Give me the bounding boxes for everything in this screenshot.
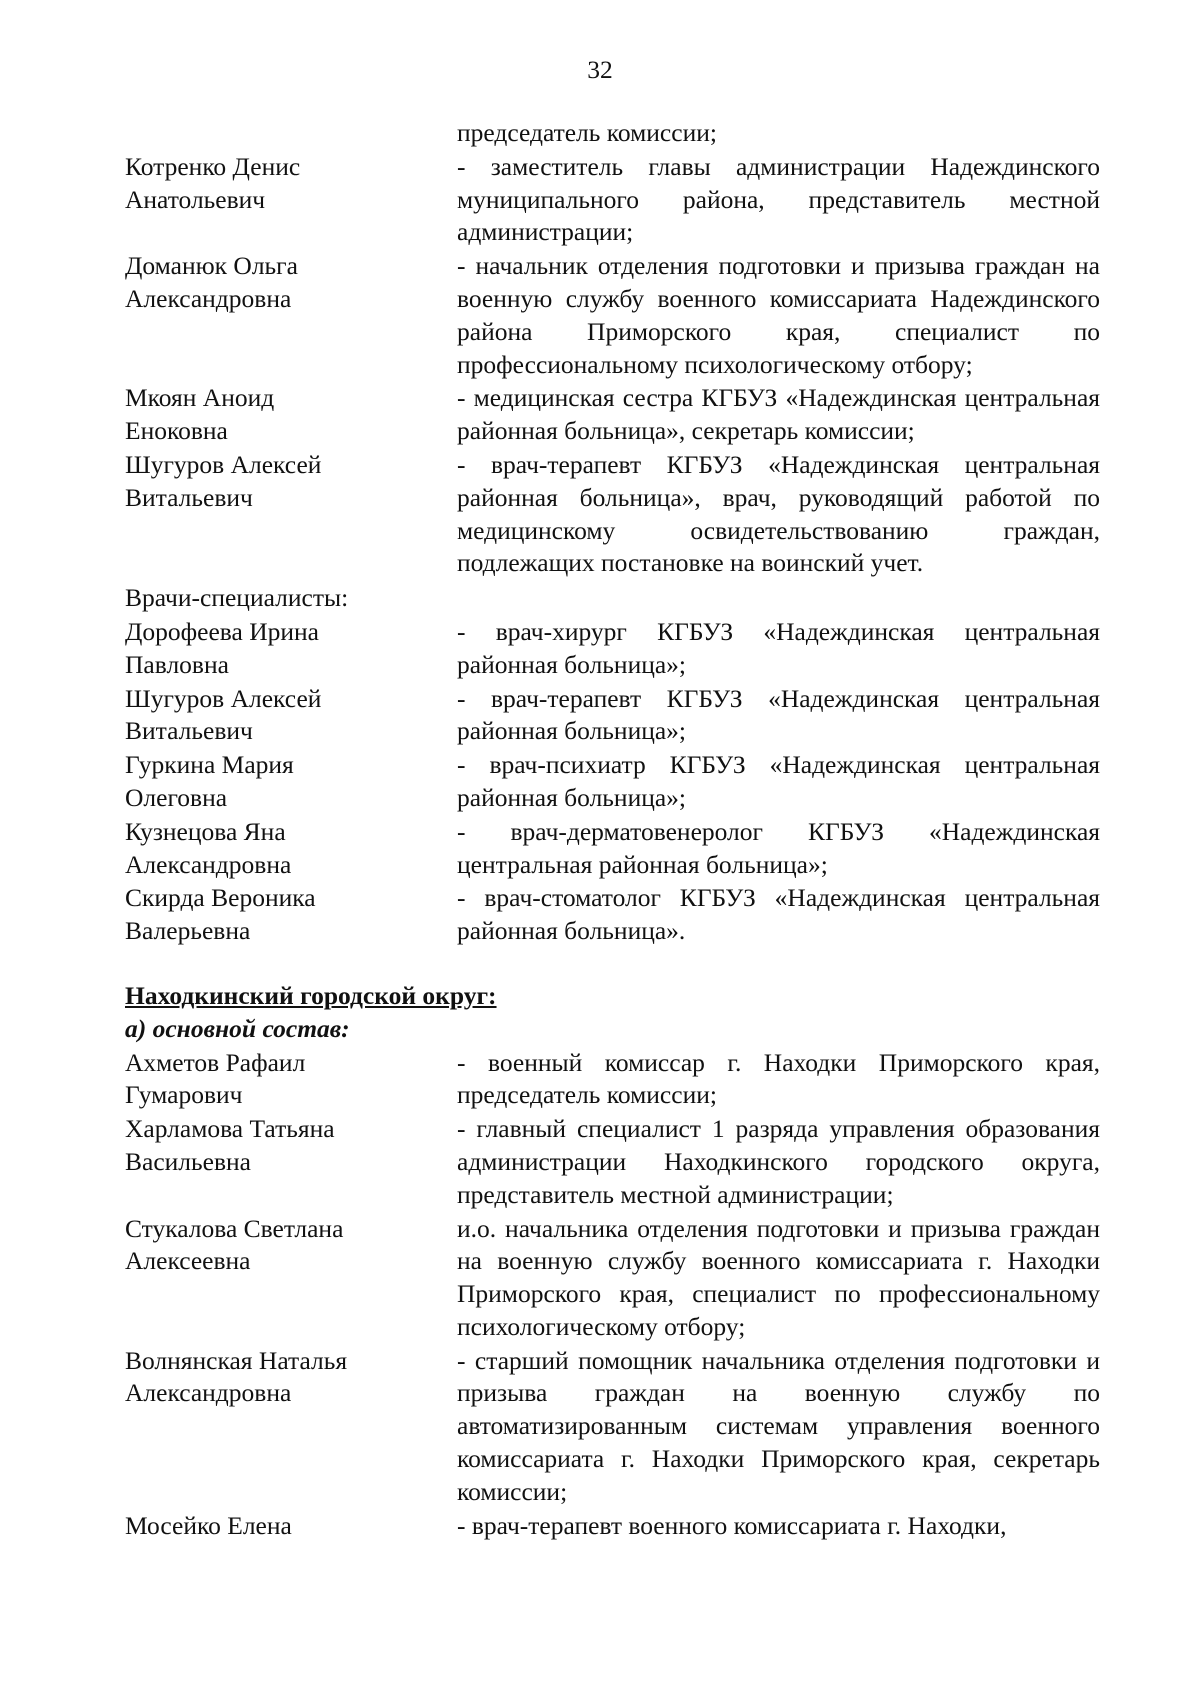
member-surname-first: Мкоян Аноид [125,383,275,413]
members-list-part1 [125,151,1100,580]
specialist-patronymic: Валерьевна [125,916,251,946]
specialist-surname-first: Кузнецова Яна [125,816,286,846]
member-name [125,1213,457,1279]
specialist-patronymic: Александровна [125,849,292,879]
specialist-surname-first: Гуркина Мария [125,750,294,780]
member-role: - врач-терапевт военного комиссариата г. Находки, [457,1510,1007,1540]
specialist-row [125,816,1100,882]
member-patronymic: Анатольевич [125,184,266,214]
member-role: - заместитель главы администрации Надеждинского муниципального района, представитель местной администрации; [457,151,1100,247]
member-role: - медицинская сестра КГБУЗ «Надеждинская центральная районная больница», секретарь комиссии; [457,383,1100,446]
member-name [125,449,457,515]
member-surname-first: Харламова Татьяна [125,1114,335,1144]
member-role: - главный специалист 1 разряда управления образования администрации Находкинского городского округа, представитель местной администрации; [457,1114,1100,1209]
member-row [125,382,1100,448]
specialist-row [125,749,1100,815]
specialist-surname-first: Дорофеева Ирина [125,616,319,646]
specialist-name [125,683,457,749]
specialist-role: - врач-дерматовенеролог КГБУЗ «Надеждинская центральная районная больница»; [457,816,1100,879]
member-row [125,1113,1100,1211]
lead-text: председатель комиссии; [457,118,717,147]
page-number: 32 [587,55,613,84]
specialist-name [125,616,457,682]
specialist-role: - врач-психиатр КГБУЗ «Надеждинская центральная районная больница»; [457,750,1100,812]
member-surname-first: Шугуров Алексей [125,449,322,479]
member-name [125,1510,457,1543]
specialist-surname-first: Шугуров Алексей [125,683,322,713]
specialist-role: - врач-терапевт КГБУЗ «Надеждинская центральная районная больница»; [457,683,1100,746]
member-role: - военный комиссар г. Находки Приморского края, председатель комиссии; [457,1047,1100,1110]
member-row [125,1047,1100,1113]
subsection-title: а) основной состав: [125,1013,350,1043]
specialists-list [125,616,1100,948]
member-name [125,1113,457,1179]
member-patronymic: Васильевна [125,1146,251,1176]
member-patronymic: Гумарович [125,1080,243,1110]
member-patronymic: Витальевич [125,482,253,512]
member-patronymic: Александровна [125,1378,292,1408]
member-surname-first: Ахметов Рафаил [125,1047,306,1077]
member-name [125,1047,457,1113]
member-surname-first: Стукалова Светлана [125,1213,344,1243]
member-row [125,151,1100,249]
section-title: Находкинский городской округ: [125,980,497,1010]
member-row [125,1213,1100,1344]
member-patronymic: Еноковна [125,416,228,446]
member-role: - начальник отделения подготовки и призыва граждан на военную службу военного комиссариата Надеждинского района Приморского края, специалист по профессиональному психологическому отбору; [457,251,1100,379]
specialist-row [125,882,1100,948]
member-role: и.о. начальника отделения подготовки и призыва граждан на военную службу военного комиссариата г. Находки Приморского края, специалист по профессиональному психологическому отбору; [457,1213,1100,1341]
specialist-row [125,683,1100,749]
document-body [125,117,1100,1542]
specialist-patronymic: Павловна [125,649,229,679]
specialist-patronymic: Витальевич [125,716,253,746]
member-role: - врач-терапевт КГБУЗ «Надеждинская центральная районная больница», врач, руководящий работой по медицинскому освидетельствованию граждан, подлежащих постановке на воинский учет. [457,449,1100,578]
specialist-name [125,816,457,882]
specialist-role: - врач-стоматолог КГБУЗ «Надеждинская центральная районная больница». [457,883,1100,946]
member-role: - старший помощник начальника отделения подготовки и призыва граждан на военную службу по автоматизированным системам управления военного комиссариата г. Находки Приморского края, секретарь комиссии; [457,1345,1100,1506]
member-surname-first: Волнянская Наталья [125,1345,348,1375]
member-name [125,382,457,448]
member-name [125,250,457,316]
member-row [125,1510,1100,1543]
member-patronymic: Алексеевна [125,1246,251,1276]
specialist-name [125,749,457,815]
specialist-patronymic: Олеговна [125,782,228,812]
member-row [125,250,1100,381]
member-name [125,151,457,217]
member-patronymic: Александровна [125,283,292,313]
member-surname-first: Мосейко Елена [125,1510,292,1540]
member-surname-first: Доманюк Ольга [125,251,298,281]
members-list-part2 [125,1047,1100,1543]
specialist-name [125,882,457,948]
specialists-label: Врачи-специалисты: [125,583,349,613]
specialist-row [125,616,1100,682]
specialist-surname-first: Скирда Вероника [125,883,316,913]
member-row [125,449,1100,580]
member-row [125,1345,1100,1509]
member-surname-first: Котренко Денис [125,151,301,181]
member-name [125,1345,457,1411]
specialist-role: - врач-хирург КГБУЗ «Надеждинская центральная районная больница»; [457,616,1100,679]
